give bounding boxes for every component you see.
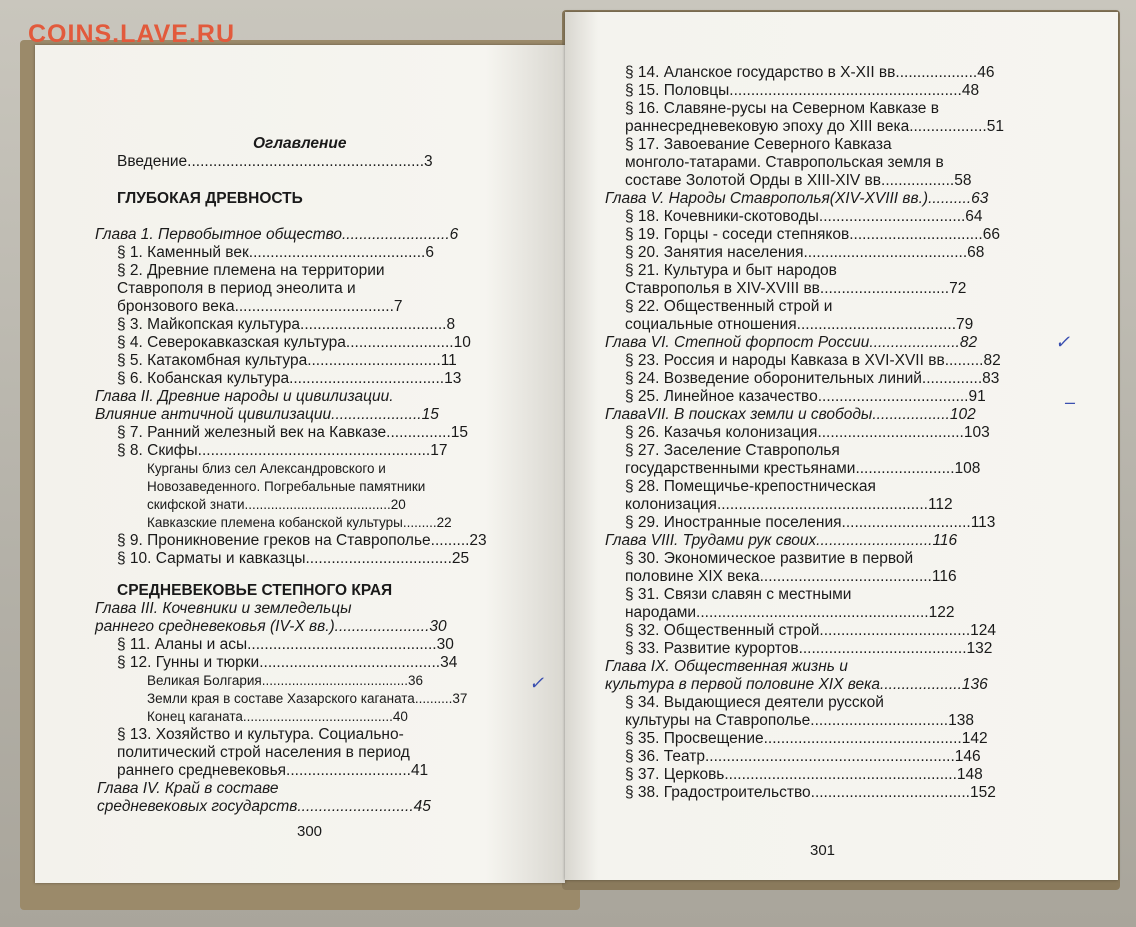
toc-line: раннего средневековья.............................41 — [117, 762, 429, 779]
toc-line: § 11. Аланы и асы............................................30 — [117, 636, 454, 653]
toc-line: § 2. Древние племена на территории — [117, 262, 385, 279]
toc-line: культуры на Ставрополье................................138 — [625, 712, 974, 729]
toc-line: § 17. Завоевание Северного Кавказа — [625, 136, 892, 153]
left-page — [35, 45, 565, 883]
pen-checkmark: ✓ — [1055, 332, 1071, 352]
toc-line: § 10. Сарматы и кавказцы..................................25 — [117, 550, 470, 567]
toc-subline: Курганы близ сел Александровского и — [147, 461, 386, 476]
toc-line: § 27. Заселение Ставрополья — [625, 442, 840, 459]
toc-line: § 22. Общественный строй и — [625, 298, 833, 315]
section-heading: ГЛУБОКАЯ ДРЕВНОСТЬ — [117, 190, 303, 207]
toc-line: бронзового века.....................................7 — [117, 298, 403, 315]
toc-line: политический строй населения в период — [117, 744, 410, 761]
section-heading: СРЕДНЕВЕКОВЬЕ СТЕПНОГО КРАЯ — [117, 582, 393, 599]
toc-line: § 26. Казачья колонизация..................................103 — [625, 424, 990, 441]
toc-line: монголо-татарами. Ставропольская земля в — [625, 154, 944, 171]
toc-line: § 33. Развитие курортов.......................................132 — [625, 640, 993, 657]
chapter-line: Глава V. Народы Ставрополья(XIV-XVIII вв.)..........63 — [605, 190, 989, 207]
toc-line: § 31. Связи славян с местными — [625, 586, 852, 603]
chapter-line: Глава IX. Общественная жизнь и — [605, 658, 848, 675]
toc-line: § 12. Гунны и тюрки..........................................34 — [117, 654, 458, 671]
toc-line: § 35. Просвещение..............................................142 — [625, 730, 988, 747]
toc-subline: Новозаведенного. Погребальные памятники — [147, 479, 426, 494]
toc-line: § 34. Выдающиеся деятели русской — [625, 694, 884, 711]
toc-line: § 29. Иностранные поселения..............................113 — [625, 514, 996, 531]
toc-subline: скифской знати.......................................20 — [147, 497, 406, 512]
chapter-line: раннего средневековья (IV-X вв.)......................30 — [95, 618, 447, 635]
toc-line: государственными крестьянами.......................108 — [625, 460, 981, 477]
toc-line: Введение.......................................................3 — [117, 153, 433, 170]
chapter-line: Глава 1. Первобытное общество.........................6 — [95, 226, 459, 243]
toc-line: § 6. Кобанская культура....................................13 — [117, 370, 462, 387]
chapter-line: Глава VIII. Трудами рук своих...........................116 — [605, 532, 958, 549]
toc-line: § 5. Катакомбная культура...............................11 — [117, 352, 457, 369]
watermark: COINS.LAVE.RU — [28, 20, 235, 48]
toc-subline: Кавказские племена кобанской культуры.........22 — [147, 515, 452, 530]
right-page — [565, 12, 1118, 880]
toc-line: § 15. Половцы......................................................48 — [625, 82, 980, 99]
chapter-line: Глава IV. Край в составе — [97, 780, 279, 797]
chapter-line: Влияние античной цивилизации.....................15 — [95, 406, 439, 423]
toc-line: § 19. Горцы - соседи степняков...............................66 — [625, 226, 1000, 243]
chapter-line: Глава III. Кочевники и земледельцы — [95, 600, 352, 617]
toc-line: § 14. Аланское государство в X-XII вв...................46 — [625, 64, 995, 81]
chapter-line: ГлаваVII. В поисках земли и свободы..................102 — [605, 406, 976, 423]
toc-line: Ставрополья в XIV-XVIII вв..............................72 — [625, 280, 967, 297]
toc-line: § 25. Линейное казачество...................................91 — [625, 388, 986, 405]
chapter-line: культура в первой половине XIX века...................136 — [605, 676, 988, 693]
toc-line: § 4. Северокавказская культура.........................10 — [117, 334, 471, 351]
toc-line: § 7. Ранний железный век на Кавказе...............15 — [117, 424, 469, 441]
chapter-line: средневековых государств...........................45 — [97, 798, 431, 815]
toc-line: § 18. Кочевники-скотоводы..................................64 — [625, 208, 983, 225]
toc-line: § 8. Скифы......................................................17 — [117, 442, 448, 459]
toc-line: § 9. Проникновение греков на Ставрополье.........23 — [117, 532, 487, 549]
toc-line: § 23. Россия и народы Кавказа в XVI-XVII вв.........82 — [625, 352, 1001, 369]
page-number-left: 300 — [297, 823, 323, 840]
toc-line: § 37. Церковь......................................................148 — [625, 766, 983, 783]
toc-line: народами......................................................122 — [625, 604, 955, 621]
toc-line: § 21. Культура и быт народов — [625, 262, 837, 279]
chapter-line: Глава VI. Степной форпост России.....................82 — [605, 334, 978, 351]
toc-line: § 28. Помещичье-крепостническая — [625, 478, 876, 495]
toc-line: социальные отношения.....................................79 — [625, 316, 974, 333]
toc-line: § 20. Занятия населения......................................68 — [625, 244, 985, 261]
toc-line: § 30. Экономическое развитие в первой — [625, 550, 914, 567]
toc-line: § 24. Возведение оборонительных линий..............83 — [625, 370, 1000, 387]
pen-mark: – — [1065, 392, 1076, 412]
toc-subline: Великая Болгария.......................................36 — [147, 673, 423, 688]
toc-line: половине XIX века........................................116 — [625, 568, 957, 585]
pen-checkmark: ✓ — [529, 673, 545, 693]
toc-line: § 13. Хозяйство и культура. Социально- — [117, 726, 404, 743]
toc-title: Оглавление — [253, 135, 347, 152]
toc-subline: Земли края в составе Хазарского каганата..........37 — [147, 691, 468, 706]
toc-line: составе Золотой Орды в XIII-XIV вв.................58 — [625, 172, 972, 189]
toc-line: колонизация.................................................112 — [625, 496, 953, 513]
toc-line: § 38. Градостроительство.....................................152 — [625, 784, 996, 801]
toc-subline: Конец каганата........................................40 — [147, 709, 408, 724]
toc-line: Ставрополя в период энеолита и — [117, 280, 356, 297]
toc-line: § 3. Майкопская культура..................................8 — [117, 316, 456, 333]
page-number-right: 301 — [810, 842, 836, 859]
toc-line: § 36. Театр..........................................................146 — [625, 748, 981, 765]
toc-line: раннесредневековую эпоху до XIII века..................51 — [625, 118, 1004, 135]
toc-line: § 16. Славяне-русы на Северном Кавказе в — [625, 100, 939, 117]
toc-line: § 1. Каменный век.........................................6 — [117, 244, 434, 261]
toc-line: § 32. Общественный строй...................................124 — [625, 622, 997, 639]
chapter-line: Глава II. Древние народы и цивилизации. — [95, 388, 394, 405]
